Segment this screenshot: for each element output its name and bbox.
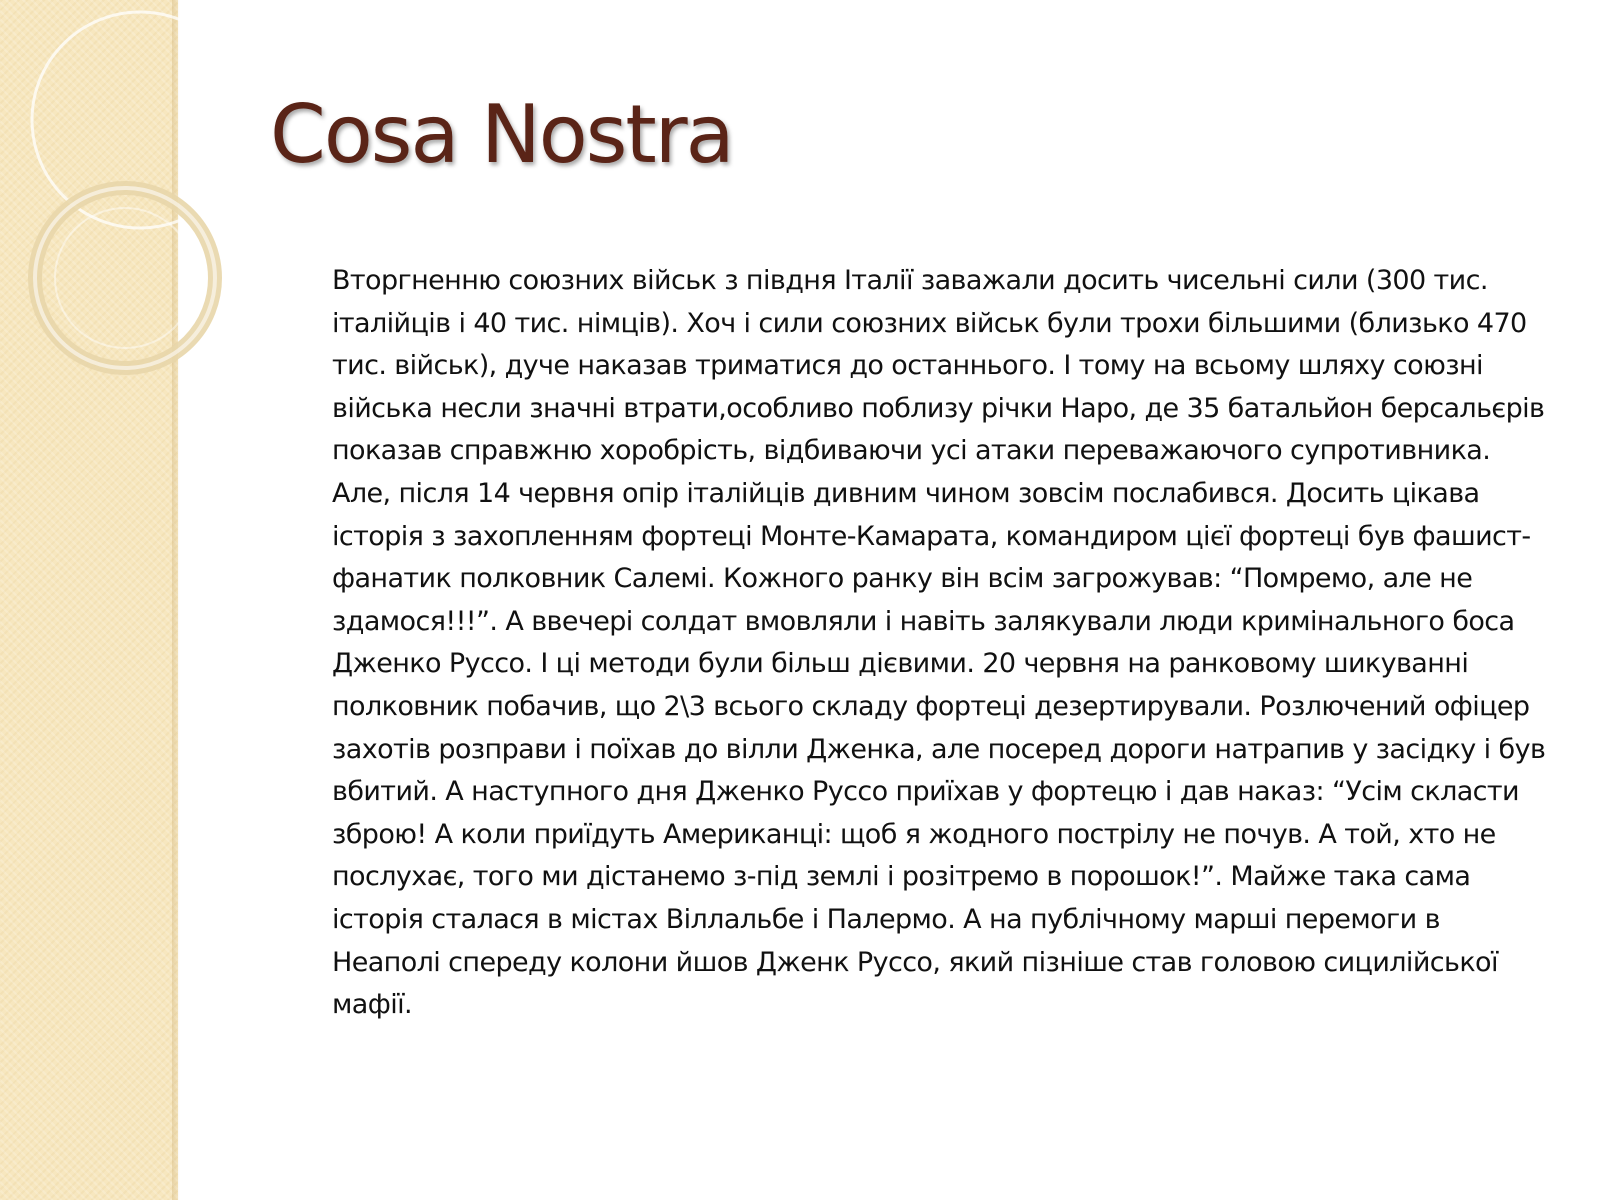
slide-title: Cosa Nostra <box>270 88 733 181</box>
slide-body-paragraph: Вторгненню союзних військ з півдня Італії заважали досить чисельні сили (300 тис. італійців і 40 тис. німців). Хоч і сили союзних військ були трохи більшими (близько 470 тис. військ), дуче наказав триматися до останнього. І тому на всьому шляху союзні війська несли значні втрати,особливо поблизу річки Наро, де 35 батальйон берсальєрів показав справжню хоробрість, відбиваючи усі атаки переважаючого супротивника. Але, після 14 червня опір італійців дивним чином зовсім послабився. Досить цікава історія з захопленням фортеці Монте-Камарата, командиром цієї фортеці був фашист-фанатик полковник Салемі. Кожного ранку він всім загрожував: “Помремо, але не здамося!!!”. А ввечері солдат вмовляли і навіть залякували люди кримінального боса Дженко Руссо. І ці методи були більш дієвими. 20 червня на ранковому шикуванні полковник побачив, що 2\3 всього складу фортеці дезертирували. Розлючений офіцер захотів розправи і поїхав до вілли Дженка, але посеред дороги натрапив у засідку і був вбитий. А наступного дня Дженко Руссо приїхав у фортецю і дав наказ: “Усім скласти зброю! А коли приїдуть Американці: щоб я жодного пострілу не почув. А той, хто не послухає, того ми дістанемо з-під землі і розітремо в порошок!”. Майже така сама історія сталася в містах Віллальбе і Палермо. А на публічному марші перемоги в Неаполі спереду колони йшов Дженк Руссо, який пізніше став головою сицилійської мафії. <box>332 265 1546 1021</box>
decorative-side-panel <box>0 0 178 1200</box>
side-panel-edge <box>172 0 180 1200</box>
